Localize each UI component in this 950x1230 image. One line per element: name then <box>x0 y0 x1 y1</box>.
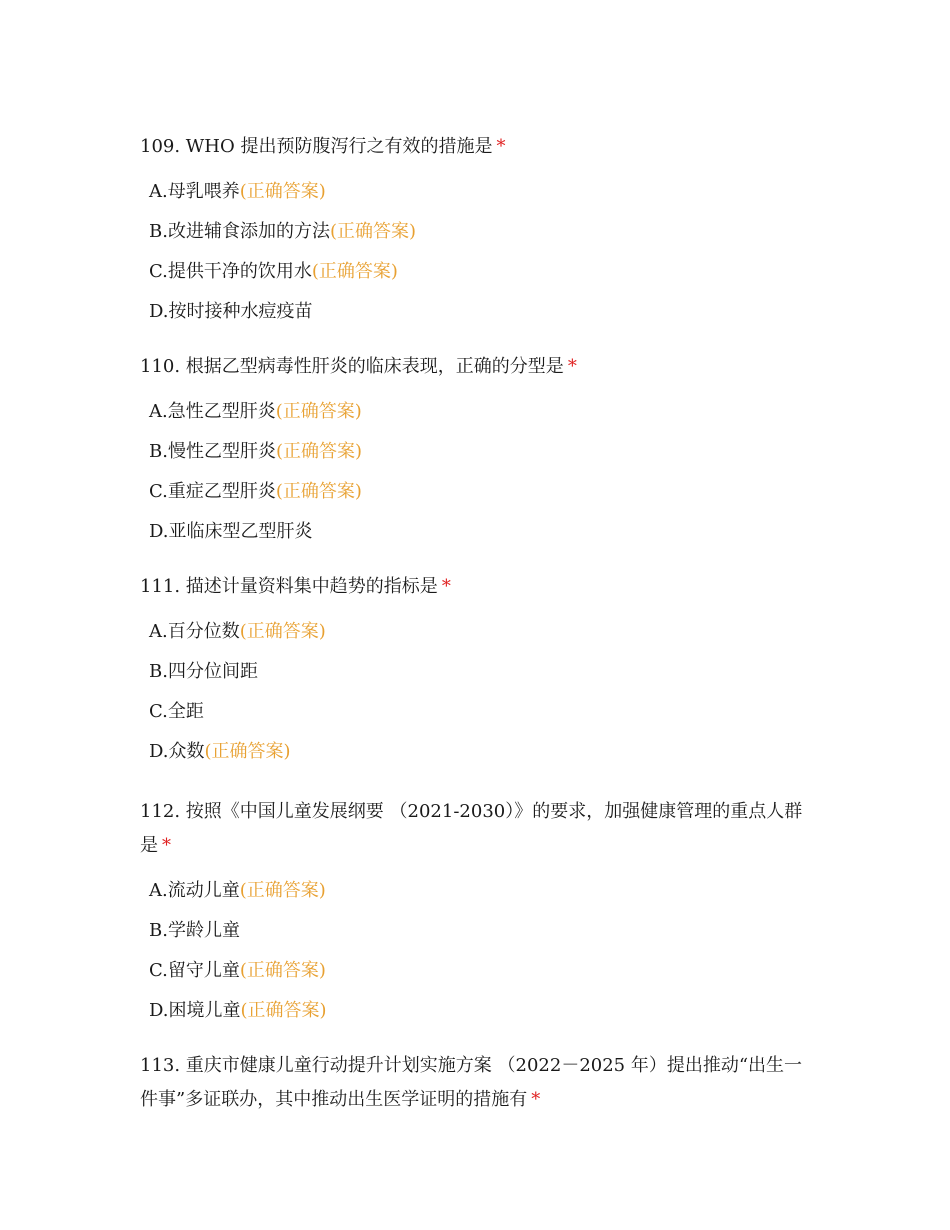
question-text: 111. 描述计量资料集中趋势的指标是 <box>140 576 438 597</box>
option-label: A.流动儿童 <box>149 880 240 901</box>
option-list <box>149 172 820 332</box>
required-star: * <box>531 1089 541 1110</box>
option-label: D.困境儿童 <box>149 1000 241 1021</box>
question-text: 110. 根据乙型病毒性肝炎的临床表现，正确的分型是 <box>140 356 564 377</box>
correct-answer-tag: (正确答案) <box>239 960 326 981</box>
option-b[interactable] <box>149 212 820 252</box>
correct-answer-tag: (正确答案) <box>275 481 362 502</box>
option-a[interactable] <box>149 392 820 432</box>
option-label: A.母乳喂养 <box>149 181 240 202</box>
question-111 <box>140 570 820 772</box>
required-star: * <box>441 576 451 597</box>
question-113 <box>140 1049 820 1117</box>
option-c[interactable] <box>149 692 820 732</box>
option-label: C.全距 <box>149 701 204 722</box>
question-text: 112. 按照《中国儿童发展纲要 （2021-2030）》的要求，加强健康管理的重点人群是 <box>140 801 803 856</box>
correct-answer-tag: (正确答案) <box>239 181 326 202</box>
option-c[interactable] <box>149 252 820 292</box>
option-d[interactable] <box>149 512 820 552</box>
option-c[interactable] <box>149 951 820 991</box>
option-list <box>149 871 820 1031</box>
option-label: C.重症乙型肝炎 <box>149 481 276 502</box>
question-title <box>140 795 820 863</box>
option-label: B.改进辅食添加的方法 <box>149 221 330 242</box>
correct-answer-tag: (正确答案) <box>239 621 326 642</box>
required-star: * <box>496 136 506 157</box>
question-title <box>140 350 820 384</box>
option-label: A.百分位数 <box>149 621 240 642</box>
option-a[interactable] <box>149 612 820 652</box>
option-list <box>149 612 820 772</box>
correct-answer-tag: (正确答案) <box>240 1000 327 1021</box>
correct-answer-tag: (正确答案) <box>275 441 362 462</box>
option-b[interactable] <box>149 432 820 472</box>
option-label: D.按时接种水痘疫苗 <box>149 301 313 322</box>
option-b[interactable] <box>149 911 820 951</box>
correct-answer-tag: (正确答案) <box>275 401 362 422</box>
option-label: A.急性乙型肝炎 <box>149 401 276 422</box>
option-label: B.慢性乙型肝炎 <box>149 441 276 462</box>
option-a[interactable] <box>149 871 820 911</box>
question-109 <box>140 130 820 332</box>
option-label: D.众数 <box>149 741 205 762</box>
option-d[interactable] <box>149 732 820 772</box>
question-110 <box>140 350 820 552</box>
correct-answer-tag: (正确答案) <box>329 221 416 242</box>
correct-answer-tag: (正确答案) <box>311 261 398 282</box>
question-title <box>140 570 820 604</box>
option-d[interactable] <box>149 991 820 1031</box>
question-text: 109. WHO 提出预防腹泻行之有效的措施是 <box>140 136 493 157</box>
option-list <box>149 392 820 552</box>
option-d[interactable] <box>149 292 820 332</box>
option-label: D.亚临床型乙型肝炎 <box>149 521 313 542</box>
required-star: * <box>567 356 577 377</box>
option-a[interactable] <box>149 172 820 212</box>
correct-answer-tag: (正确答案) <box>239 880 326 901</box>
option-c[interactable] <box>149 472 820 512</box>
option-label: B.学龄儿童 <box>149 920 240 941</box>
option-label: B.四分位间距 <box>149 661 258 682</box>
correct-answer-tag: (正确答案) <box>204 741 291 762</box>
option-label: C.提供干净的饮用水 <box>149 261 312 282</box>
question-112 <box>140 795 820 1031</box>
question-text: 113. 重庆市健康儿童行动提升计划实施方案 （2022－2025 年）提出推动“出生一件事”多证联办，其中推动出生医学证明的措施有 <box>140 1055 803 1110</box>
option-b[interactable] <box>149 652 820 692</box>
question-title <box>140 1049 820 1117</box>
option-label: C.留守儿童 <box>149 960 240 981</box>
required-star: * <box>162 835 171 856</box>
question-title <box>140 130 820 164</box>
